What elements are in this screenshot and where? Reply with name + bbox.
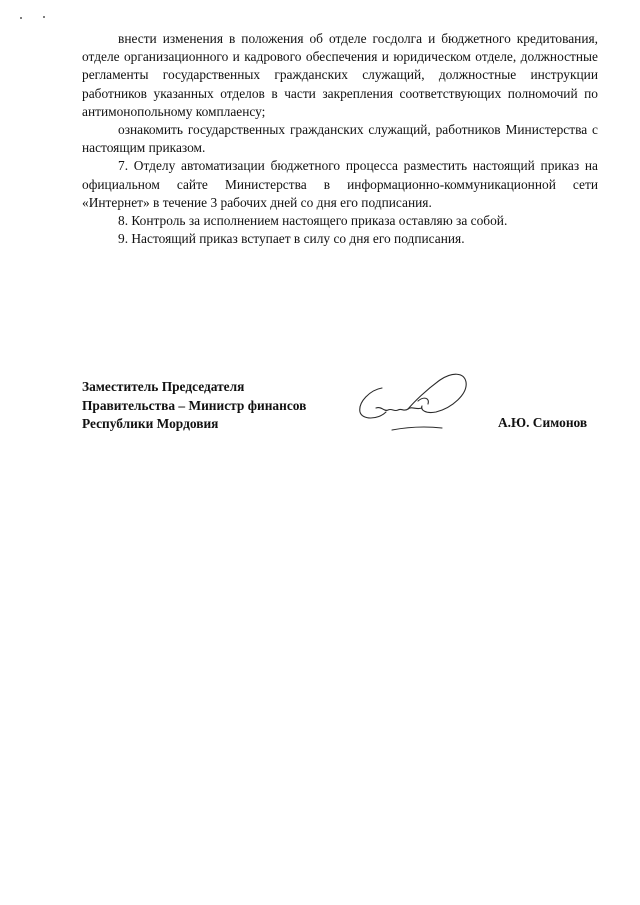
paragraph-item-9: 9. Настоящий приказ вступает в силу со дня его подписания. [118, 231, 465, 247]
document-body [82, 30, 598, 248]
signatory-position-line: Республики Мордовия [82, 416, 219, 431]
signatory-position-line: Заместитель Председателя [82, 379, 245, 394]
paragraph-familiarize-staff: ознакомить государственных гражданских служащий, работников Министерства с настоящим приказом. [82, 122, 598, 156]
handwritten-signature [352, 368, 474, 438]
paragraph-amend-regulations: внести изменения в положения об отделе госдолга и бюджетного кредитования, отделе организационного и кадрового обеспечения и юридическом отделе, должностные регламенты государственных гражданских служащий, должностные инструкции работников указанных отделов в части закрепления соответствующих полномочий по антимонопольному комплаенсу; [82, 31, 598, 119]
signatory-position [82, 378, 352, 434]
signatory-name: А.Ю. Симонов [498, 415, 588, 430]
signatory-position-line: Правительства – Министр финансов [82, 397, 307, 413]
paragraph-item-8: 8. Контроль за исполнением настоящего приказа оставляю за собой. [118, 213, 508, 229]
paragraph-item-7: 7. Отделу автоматизации бюджетного процесса разместить настоящий приказ на официальном сайте Министерства в информационно-коммуникационной сети «Интернет» в течение 3 рабочих дней со дня его подписания. [82, 158, 598, 210]
scan-speck [43, 16, 45, 18]
scan-speck [20, 17, 22, 19]
